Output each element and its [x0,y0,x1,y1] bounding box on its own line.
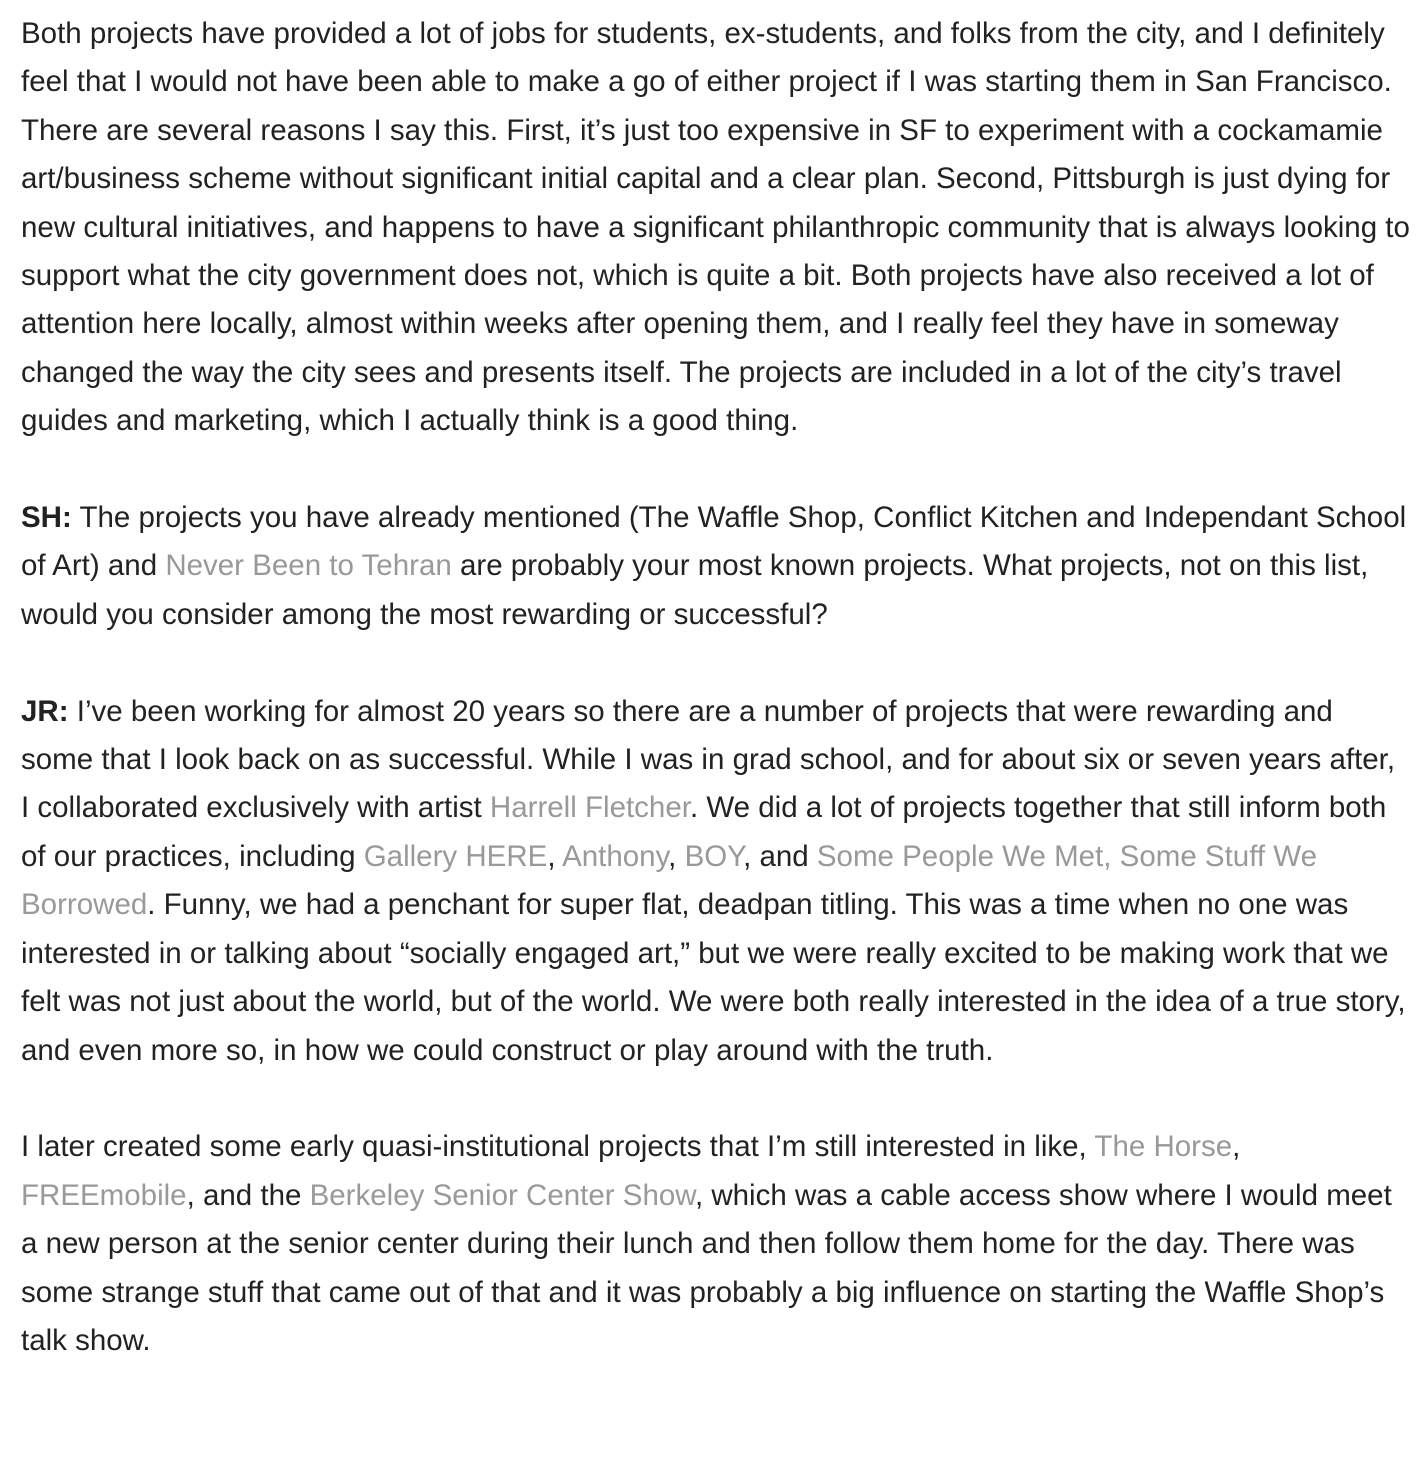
link-the-horse[interactable]: The Horse [1094,1130,1233,1164]
answer-jr [21,688,1411,1075]
speaker-label-jr: JR: [21,694,69,728]
paragraph-text: Both projects have provided a lot of jobs for students, ex-students, and folks from the city, and I definitely feel that I would not have been able to make a go of either project if I was starting them in San Francisco. There are several reasons I say this. First, it’s just too expensive in SF to experiment with a cockamamie art/business scheme without significant initial capital and a clear plan. Second, Pittsburgh is just dying for new cultural initiatives, and happens to have a significant philanthropic community that is always looking to support what the city government does not, which is quite a bit. Both projects have also received a lot of attention here locally, almost within weeks after opening them, and I really feel they have in someway changed the way the city sees and presents itself. The projects are included in a lot of the city’s travel guides and marketing, which I actually think is a good thing. [21,17,1410,438]
answer-text: . We did a lot of projects together that still inform both of our practices, including [21,791,1387,873]
speaker-label-sh: SH: [21,501,72,535]
link-harrell-fletcher[interactable]: Harrell Fletcher [489,791,690,825]
answer-text: . Funny, we had a penchant for super flat, deadpan titling. This was a time when no one was interested in or talking about “socially engaged art,” but we were really excited to be making work that we felt was not just about the world, but of the world. We were both really interested in the idea of a true story, and even more so, in how we could construct or play around with the truth. [21,888,1406,1067]
question-text: The projects you have already mentioned (The Waffle Shop, Conflict Kitchen and Independant School of Art) and [21,501,1407,583]
separator: , and the [186,1178,310,1212]
separator: , [1232,1130,1241,1164]
separator: , [547,839,563,873]
link-anthony[interactable]: Anthony [562,839,669,873]
link-gallery-here[interactable]: Gallery HERE [363,839,548,873]
paragraph-text: , which was a cable access show where I would meet a new person at the senior center during their lunch and then follow them home for the day. There was some strange stuff that came out of that and it was probably a big influence on starting the Waffle Shop’s talk show. [21,1178,1392,1357]
link-never-been-to-tehran[interactable]: Never Been to Tehran [165,549,452,583]
link-boy[interactable]: BOY [684,839,744,873]
separator: , [668,839,685,873]
paragraph-jobs-pittsburgh [21,10,1411,446]
paragraph-text: I later created some early quasi-institutional projects that I’m still interested in like, [21,1130,1095,1164]
paragraph-quasi-institutional [21,1123,1411,1365]
answer-text: I’ve been working for almost 20 years so there are a number of projects that were rewarding and some that I look back on as successful. While I was in grad school, and for about six or seven years after, I collaborated exclusively with artist [21,694,1396,825]
separator: , and [743,839,817,873]
link-some-people-we-met[interactable]: Some People We Met, Some Stuff We Borrowed [21,839,1317,922]
question-text: are probably your most known projects. What projects, not on this list, would you consider among the most rewarding or successful? [21,549,1369,631]
question-sh [21,494,1411,639]
link-freemobile[interactable]: FREEmobile [21,1178,187,1212]
link-berkeley-senior-center-show[interactable]: Berkeley Senior Center Show [309,1178,695,1212]
